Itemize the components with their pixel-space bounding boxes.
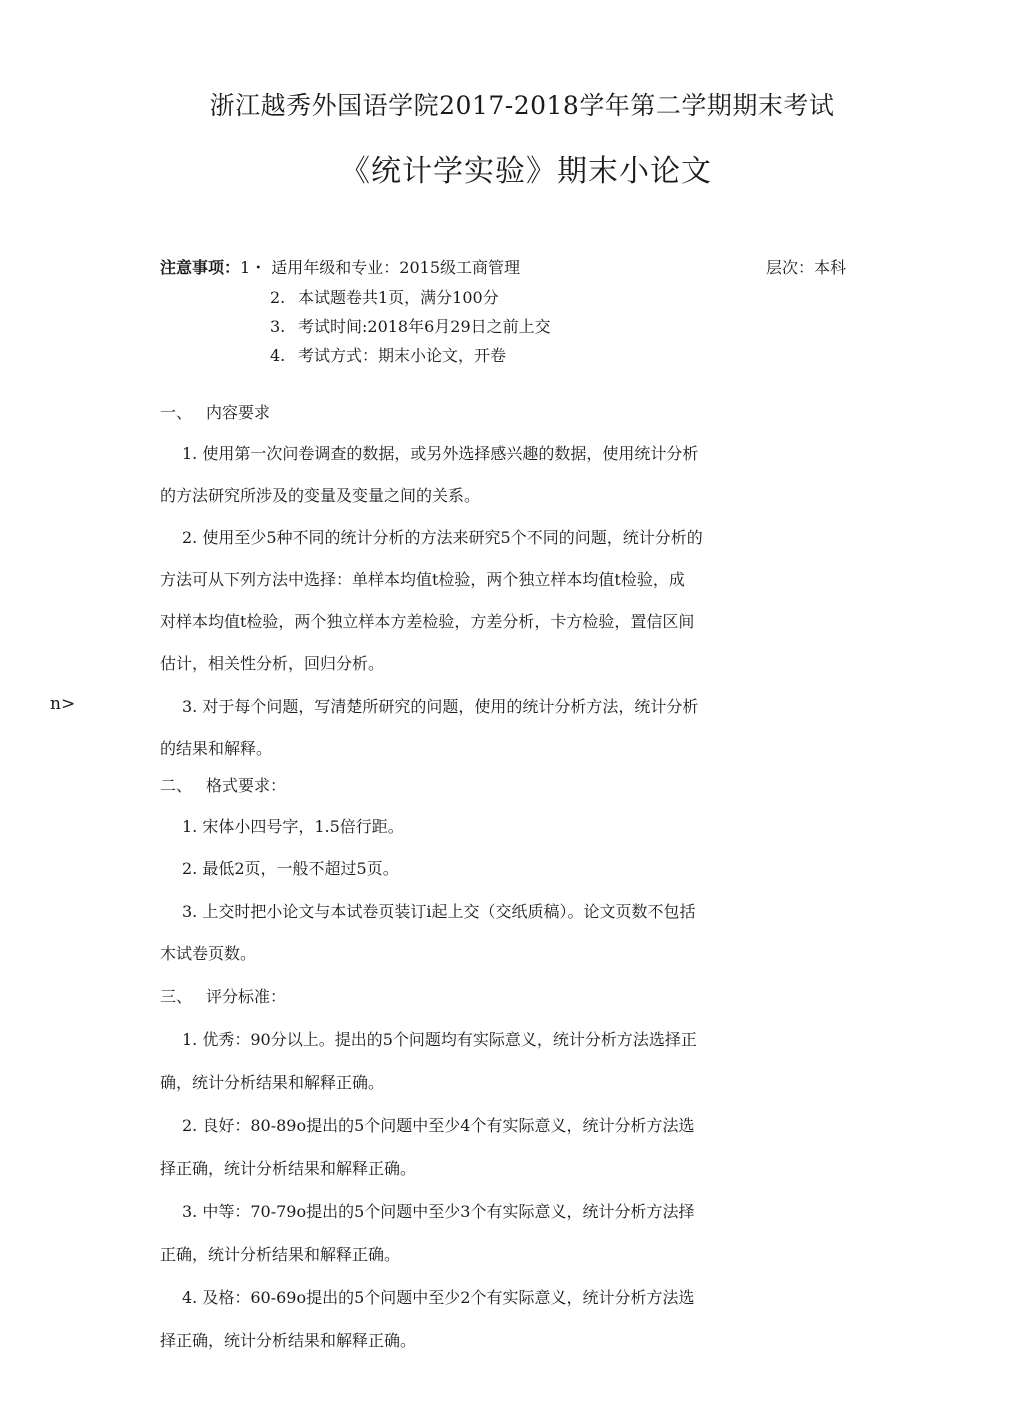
section-number: 二、 (160, 776, 193, 795)
notice-first-line (160, 258, 520, 278)
format-line: 1. 宋体小四号字，1.5倍行距。 (182, 817, 404, 836)
margin-mark: n> (50, 694, 76, 714)
notice-item-text: 考试时间:2018年6月29日之前上交 (298, 317, 551, 336)
section-title: 评分标准： (206, 987, 287, 1006)
section-number: 三、 (160, 987, 193, 1006)
grading-line: 正确，统计分析结果和解释正确。 (160, 1245, 401, 1264)
grading-line: 1. 优秀：90分以上。提出的5个问题均有实际意义，统计分析方法选择正 (182, 1030, 697, 1049)
section-heading (160, 776, 286, 796)
content-line: 方法可从下列方法中选择：单样本均值t检验，两个独立样本均值t检验，成 (160, 570, 685, 589)
notice-item-text: 本试题卷共1页，满分100分 (298, 288, 499, 307)
notice-item: 适用年级和专业：2015级工商管理 (271, 258, 521, 277)
paper-title: 《统计学实验》期末小论文 (340, 154, 712, 189)
content-line: 1. 使用第一次问卷调查的数据，或另外选择感兴趣的数据，使用统计分析 (182, 444, 699, 463)
notice-label: 注意事项： (160, 258, 241, 277)
grading-line: 2. 良好：80-89o提出的5个问题中至少4个有实际意义，统计分析方法选 (182, 1116, 695, 1135)
notice-item-num: 2. (270, 288, 286, 307)
section-title: 内容要求 (206, 403, 271, 422)
content-line: 对样本均值t检验，两个独立样本方差检验，方差分析，卡方检验，置信区间 (160, 612, 695, 631)
section-heading (160, 403, 270, 423)
notice-item (270, 288, 499, 308)
section-title: 格式要求： (206, 776, 287, 795)
content-line: 估计，相关性分析，回归分析。 (160, 654, 385, 673)
content-line: 2. 使用至少5种不同的统计分析的方法来研究5个不同的问题，统计分析的 (182, 528, 703, 547)
notice-item-num: 3. (270, 317, 286, 336)
notice-item (270, 317, 551, 337)
notice-item (270, 346, 506, 366)
section-heading (160, 987, 286, 1007)
content-line: 3. 对于每个问题，写清楚所研究的问题，使用的统计分析方法，统计分析 (182, 697, 699, 716)
notice-item-num: 1・ (240, 258, 267, 277)
grading-line: 3. 中等：70-79o提出的5个问题中至少3个有实际意义，统计分析方法择 (182, 1202, 695, 1221)
content-line: 的方法研究所涉及的变量及变量之间的关系。 (160, 486, 481, 505)
format-line: 木试卷页数。 (160, 944, 257, 963)
section-number: 一、 (160, 403, 193, 422)
format-line: 2. 最低2页，一般不超过5页。 (182, 859, 399, 878)
grading-line: 确，统计分析结果和解释正确。 (160, 1073, 385, 1092)
format-line: 3. 上交时把小论文与本试卷页装订i起上交（交纸质稿）。论文页数不包括 (182, 902, 696, 921)
level-label: 层次：本科 (766, 258, 847, 277)
notice-item-text: 考试方式：期末小论文，开卷 (298, 346, 507, 365)
content-line: 的结果和解释。 (160, 739, 273, 758)
grading-line: 择正确，统计分析结果和解释正确。 (160, 1159, 417, 1178)
grading-line: 择正确，统计分析结果和解释正确。 (160, 1331, 417, 1350)
grading-line: 4. 及格：60-69o提出的5个问题中至少2个有实际意义，统计分析方法选 (182, 1288, 695, 1307)
exam-title: 浙江越秀外国语学院2017-2018学年第二学期期末考试 (209, 91, 835, 120)
notice-item-num: 4. (270, 346, 286, 365)
